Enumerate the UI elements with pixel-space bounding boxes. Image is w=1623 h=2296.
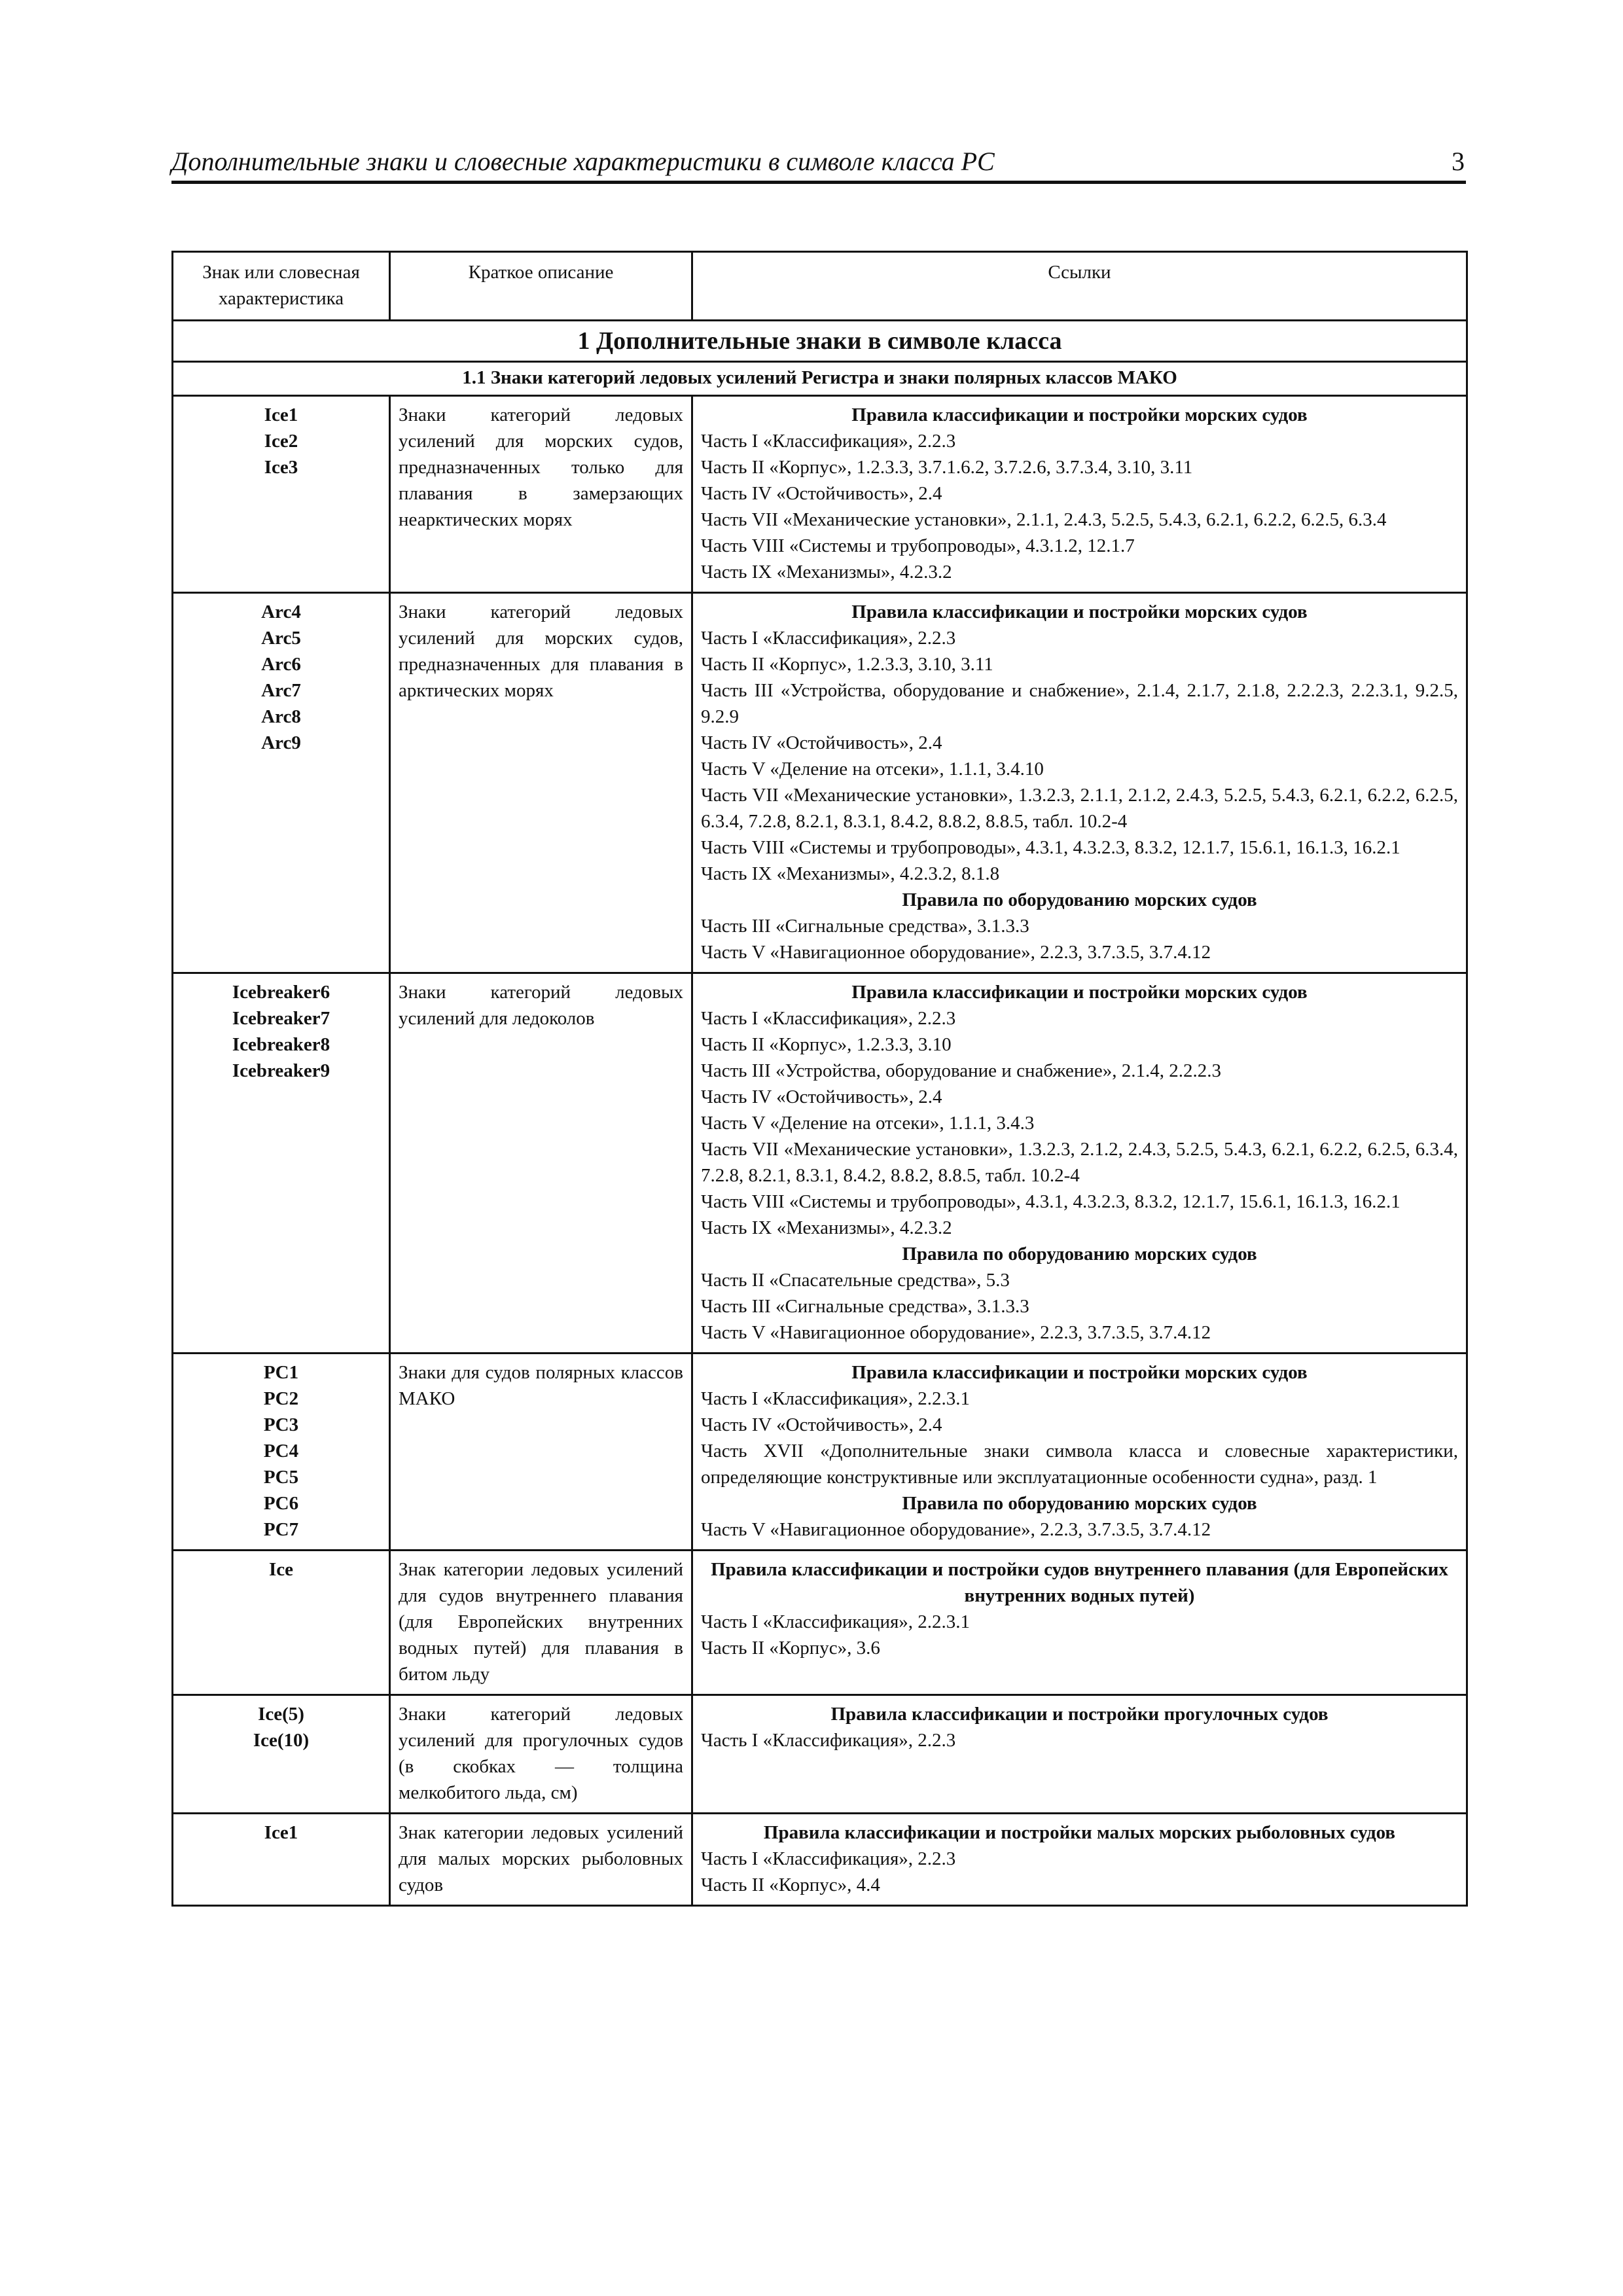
mark-cell — [173, 1695, 390, 1814]
description-cell: Знак категории ледовых усилений для малых морских рыболовных судов — [390, 1814, 692, 1906]
class-mark: PC3 — [263, 1414, 299, 1435]
reference-line: Часть I «Классификация», 2.2.3 — [701, 1730, 956, 1751]
class-mark: Arc8 — [261, 706, 301, 727]
mark-cell — [173, 396, 390, 593]
class-mark: Icebreaker6 — [232, 982, 330, 1003]
reference-line: Часть IV «Остойчивость», 2.4 — [701, 1086, 942, 1107]
section-title: 1 Дополнительные знаки в символе класса — [173, 321, 1467, 362]
rules-heading: Правила классификации и постройки прогулочных судов — [830, 1704, 1329, 1725]
rules-heading: Правила классификации и постройки морских судов — [851, 404, 1308, 425]
reference-line: Часть VIII «Системы и трубопроводы», 4.3.1, 4.3.2.3, 8.3.2, 12.1.7, 15.6.1, 16.1.3, 16.2.1 — [701, 1191, 1400, 1212]
rules-heading: Правила классификации и постройки морских судов — [851, 1362, 1308, 1383]
class-mark: PC1 — [263, 1362, 299, 1383]
column-header-references: Ссылки — [692, 252, 1467, 321]
reference-line: Часть V «Навигационное оборудование», 2.2.3, 3.7.3.5, 3.7.4.12 — [701, 1519, 1211, 1540]
column-header-description: Краткое описание — [390, 252, 692, 321]
description-cell: Знаки категорий ледовых усилений для прогулочных судов (в скобках — толщина мелкобитого льда, см) — [390, 1695, 692, 1814]
references-cell — [692, 1551, 1467, 1695]
reference-line: Часть VII «Механические установки», 1.3.2.3, 2.1.1, 2.1.2, 2.4.3, 5.2.5, 5.4.3, 6.2.1, 6.2.2, 6.2.5, 6.3.4, 7.2.8, 8.2.1, 8.3.1, 8.4.2, 8.8.2, 8.8.5, табл. 10.2-4 — [701, 785, 1458, 832]
class-mark: Icebreaker8 — [232, 1034, 330, 1055]
reference-line: Часть XVII «Дополнительные знаки символа класса и словесные характеристики, определяющие конструктивные или эксплуатационные особенности судна», разд. 1 — [701, 1441, 1458, 1488]
reference-line: Часть V «Деление на отсеки», 1.1.1, 3.4.10 — [701, 759, 1044, 780]
reference-line: Часть III «Сигнальные средства», 3.1.3.3 — [701, 916, 1029, 937]
mark-cell — [173, 593, 390, 973]
rules-heading: Правила классификации и постройки морских судов — [851, 601, 1308, 622]
reference-line: Часть I «Классификация», 2.2.3.1 — [701, 1388, 971, 1409]
rules-heading: Правила классификации и постройки малых морских рыболовных судов — [763, 1822, 1396, 1843]
class-mark: PC5 — [263, 1467, 299, 1488]
running-title: Дополнительные знаки и словесные характеристики в символе класса РС — [171, 147, 995, 176]
reference-line: Часть I «Классификация», 2.2.3 — [701, 431, 956, 452]
reference-line: Часть VII «Механические установки», 2.1.1, 2.4.3, 5.2.5, 5.4.3, 6.2.1, 6.2.2, 6.2.5, 6.3.4 — [701, 509, 1387, 530]
class-mark: Arc6 — [261, 654, 301, 675]
class-mark: Ice1 — [264, 404, 298, 425]
reference-line: Часть III «Устройства, оборудование и снабжение», 2.1.4, 2.1.7, 2.1.8, 2.2.2.3, 2.2.3.1, 9.2.5, 9.2.9 — [701, 680, 1458, 727]
reference-line: Часть IV «Остойчивость», 2.4 — [701, 483, 942, 504]
reference-line: Часть V «Навигационное оборудование», 2.2.3, 3.7.3.5, 3.7.4.12 — [701, 942, 1211, 963]
references-cell — [692, 1814, 1467, 1906]
reference-line: Часть II «Спасательные средства», 5.3 — [701, 1270, 1010, 1291]
reference-line: Часть II «Корпус», 1.2.3.3, 3.10, 3.11 — [701, 654, 993, 675]
reference-line: Часть V «Навигационное оборудование», 2.2.3, 3.7.3.5, 3.7.4.12 — [701, 1322, 1211, 1343]
class-mark: Arc5 — [261, 628, 301, 649]
class-mark: Arc4 — [261, 601, 301, 622]
subsection-row — [173, 362, 1467, 396]
table-row — [173, 593, 1467, 973]
class-mark: PC7 — [263, 1519, 299, 1540]
class-mark: Ice(10) — [253, 1730, 310, 1751]
reference-line: Часть II «Корпус», 1.2.3.3, 3.10 — [701, 1034, 952, 1055]
class-mark: Icebreaker7 — [232, 1008, 330, 1029]
reference-line: Часть III «Сигнальные средства», 3.1.3.3 — [701, 1296, 1029, 1317]
mark-cell — [173, 973, 390, 1354]
rules-heading: Правила по оборудованию морских судов — [902, 1493, 1257, 1514]
page-header — [171, 143, 1466, 184]
reference-line: Часть I «Классификация», 2.2.3 — [701, 1848, 956, 1869]
mark-cell — [173, 1354, 390, 1551]
reference-line: Часть II «Корпус», 3.6 — [701, 1638, 880, 1659]
rules-heading: Правила классификации и постройки судов внутреннего плавания (для Европейских внутренних водных путей) — [711, 1559, 1448, 1606]
reference-line: Часть IX «Механизмы», 4.2.3.2 — [701, 562, 952, 583]
reference-line: Часть IX «Механизмы», 4.2.3.2, 8.1.8 — [701, 863, 1000, 884]
reference-line: Часть VII «Механические установки», 1.3.2.3, 2.1.2, 2.4.3, 5.2.5, 5.4.3, 6.2.1, 6.2.2, 6.2.5, 6.3.4, 7.2.8, 8.2.1, 8.3.1, 8.4.2, 8.8.2, 8.8.5, табл. 10.2-4 — [701, 1139, 1458, 1186]
table-row — [173, 1551, 1467, 1695]
reference-line: Часть I «Классификация», 2.2.3.1 — [701, 1611, 971, 1632]
table-row — [173, 1695, 1467, 1814]
reference-line: Часть I «Классификация», 2.2.3 — [701, 628, 956, 649]
description-cell: Знаки для судов полярных классов МАКО — [390, 1354, 692, 1551]
table-row — [173, 1814, 1467, 1906]
mark-cell — [173, 1551, 390, 1695]
mark-cell — [173, 1814, 390, 1906]
reference-line: Часть VIII «Системы и трубопроводы», 4.3.1.2, 12.1.7 — [701, 535, 1135, 556]
rules-heading: Правила по оборудованию морских судов — [902, 889, 1257, 910]
reference-line: Часть VIII «Системы и трубопроводы», 4.3.1, 4.3.2.3, 8.3.2, 12.1.7, 15.6.1, 16.1.3, 16.2.1 — [701, 837, 1400, 858]
class-mark: Ice1 — [264, 1822, 298, 1843]
reference-line: Часть III «Устройства, оборудование и снабжение», 2.1.4, 2.2.2.3 — [701, 1060, 1222, 1081]
references-cell — [692, 396, 1467, 593]
section-row — [173, 321, 1467, 362]
references-cell — [692, 593, 1467, 973]
class-mark: PC4 — [263, 1441, 299, 1462]
class-mark: Ice3 — [264, 457, 298, 478]
description-cell: Знаки категорий ледовых усилений для морских судов, предназначенных только для плавания в замерзающих неарктических морях — [390, 396, 692, 593]
class-mark: Arc9 — [261, 732, 301, 753]
page-number: 3 — [1452, 147, 1465, 176]
reference-line: Часть IV «Остойчивость», 2.4 — [701, 1414, 942, 1435]
class-mark: Icebreaker9 — [232, 1060, 330, 1081]
table-row — [173, 973, 1467, 1354]
table-header-row — [173, 252, 1467, 321]
references-cell — [692, 973, 1467, 1354]
reference-line: Часть IV «Остойчивость», 2.4 — [701, 732, 942, 753]
rules-heading: Правила по оборудованию морских судов — [902, 1244, 1257, 1265]
description-cell: Знаки категорий ледовых усилений для морских судов, предназначенных для плавания в арктических морях — [390, 593, 692, 973]
reference-line: Часть II «Корпус», 1.2.3.3, 3.7.1.6.2, 3.7.2.6, 3.7.3.4, 3.10, 3.11 — [701, 457, 1193, 478]
description-cell: Знаки категорий ледовых усилений для ледоколов — [390, 973, 692, 1354]
subsection-title: 1.1 Знаки категорий ледовых усилений Регистра и знаки полярных классов МАКО — [173, 362, 1467, 396]
additional-marks-table — [171, 251, 1468, 1907]
description-cell: Знак категории ледовых усилений для судов внутреннего плавания (для Европейских внутренних водных путей) для плавания в битом льду — [390, 1551, 692, 1695]
reference-line: Часть IX «Механизмы», 4.2.3.2 — [701, 1217, 952, 1238]
class-mark: Ice — [268, 1559, 294, 1580]
table-row — [173, 396, 1467, 593]
column-header-mark: Знак или словесная характеристика — [173, 252, 390, 321]
table-row — [173, 1354, 1467, 1551]
class-mark: Ice2 — [264, 431, 298, 452]
rules-heading: Правила классификации и постройки морских судов — [851, 982, 1308, 1003]
class-mark: Ice(5) — [258, 1704, 304, 1725]
class-mark: Arc7 — [261, 680, 301, 701]
class-mark: PC2 — [263, 1388, 299, 1409]
references-cell — [692, 1695, 1467, 1814]
references-cell — [692, 1354, 1467, 1551]
reference-line: Часть V «Деление на отсеки», 1.1.1, 3.4.3 — [701, 1113, 1035, 1134]
reference-line: Часть II «Корпус», 4.4 — [701, 1874, 880, 1895]
reference-line: Часть I «Классификация», 2.2.3 — [701, 1008, 956, 1029]
class-mark: PC6 — [263, 1493, 299, 1514]
